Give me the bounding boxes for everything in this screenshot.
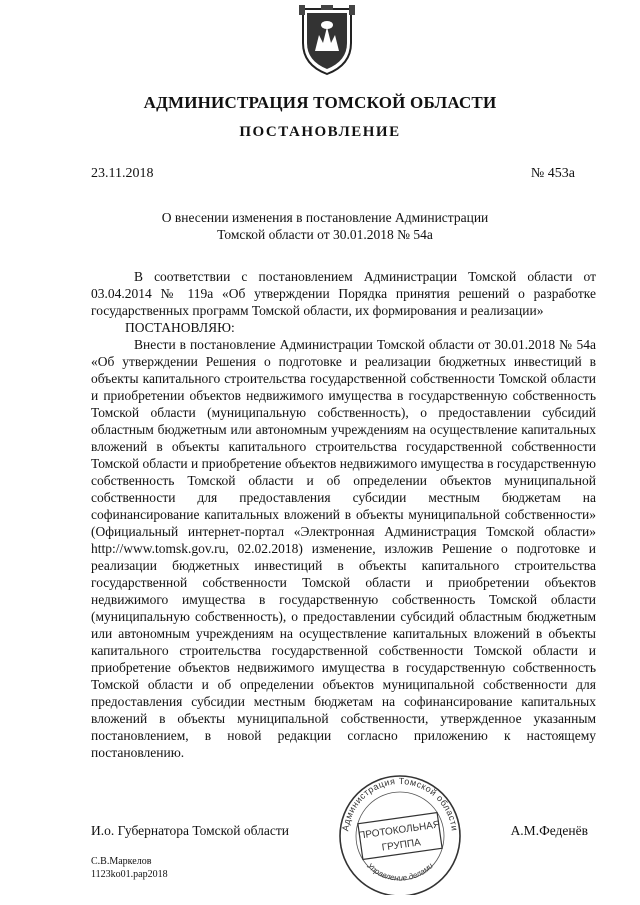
coat-of-arms-icon — [297, 5, 357, 77]
document-subject — [150, 209, 500, 243]
preamble-paragraph: В соответствии с постановлением Администрации Томской области от 03.04.2014 № 119а «Об утверждении Порядка принятия решений о разработке государственных программ Томской области, их формирования и реализации» — [91, 269, 596, 318]
executor-block — [91, 855, 168, 881]
stamp-center-line-2: ГРУППА — [381, 837, 422, 854]
svg-text:Управление делами — [365, 861, 436, 883]
subject-line-1: О внесении изменения в постановление Администрации — [161, 210, 489, 225]
stamp-ring-text: Администрация Томской области — [340, 775, 460, 832]
file-reference: 1123ko01.pap2018 — [91, 869, 168, 880]
document-type: ПОСТАНОВЛЕНИЕ — [239, 124, 401, 140]
executor-name: С.В.Маркелов — [91, 856, 152, 867]
stamp-bottom-text: Управление делами — [365, 861, 435, 883]
stamp-center-line-1: ПРОТОКОЛЬНАЯ — [357, 819, 441, 842]
document-number: № 453а — [530, 166, 575, 181]
signatory-name: А.М.Феденёв — [510, 823, 588, 838]
main-paragraph: Внести в постановление Администрации Томской области от 30.01.2018 № 54а «Об утверждении Решения о подготовке и реализации бюджетных инвестиций в объекты капитального строительства государственной собственности Томской области и приобретении объектов недвижимого имущества в государственную собственность Томской области (муниципальную собственность), о предоставлении субсидий областным бюджетным или автономным учреждениям на осуществление капитальных вложений в объекты капитального строительства государственной собственности Томской области и приобретение объектов недвижимого имущества в государственную собственность Томской области и об определении объектов муниципальной собственности для предоставления субсидии местным бюджетам на софинансирование капитальных вложений в объекты муниципальной собственности» (Официальный интернет-портал «Электронная Администрация Томской области» http://www.tomsk.gov.ru, 02.02.2018) изменение, изложив Решение о подготовке и реализации бюджетных инвестиций в объекты капитального строительства государственной собственности Томской области и приобретении объектов недвижимого имущества в государственную собственность Томской области (муниципальную собственность), о предоставлении субсидий областным бюджетным или автономным учреждениям на осуществление капитальных вложений в объекты капитального строительства государственной собственности Томской области и приобретение объектов недвижимого имущества в государственную собственность Томской области и об определении объектов муниципальной собственности для предоставления субсидии местным бюджетам на софинансирование капитальных вложений в объекты муниципальной собственности, утвержденное указанным постановлением, в новой редакции согласно приложению к настоящему постановлению. — [91, 337, 596, 760]
document-body — [91, 268, 596, 761]
document-date: 23.11.2018 — [91, 166, 154, 181]
subject-line-2: Томской области от 30.01.2018 № 54а — [217, 227, 433, 242]
resolve-heading: ПОСТАНОВЛЯЮ: — [125, 320, 235, 335]
signatory-title: И.о. Губернатора Томской области — [91, 823, 289, 838]
organization-title: АДМИНИСТРАЦИЯ ТОМСКОЙ ОБЛАСТИ — [143, 93, 497, 112]
stamp-seal — [330, 770, 470, 895]
